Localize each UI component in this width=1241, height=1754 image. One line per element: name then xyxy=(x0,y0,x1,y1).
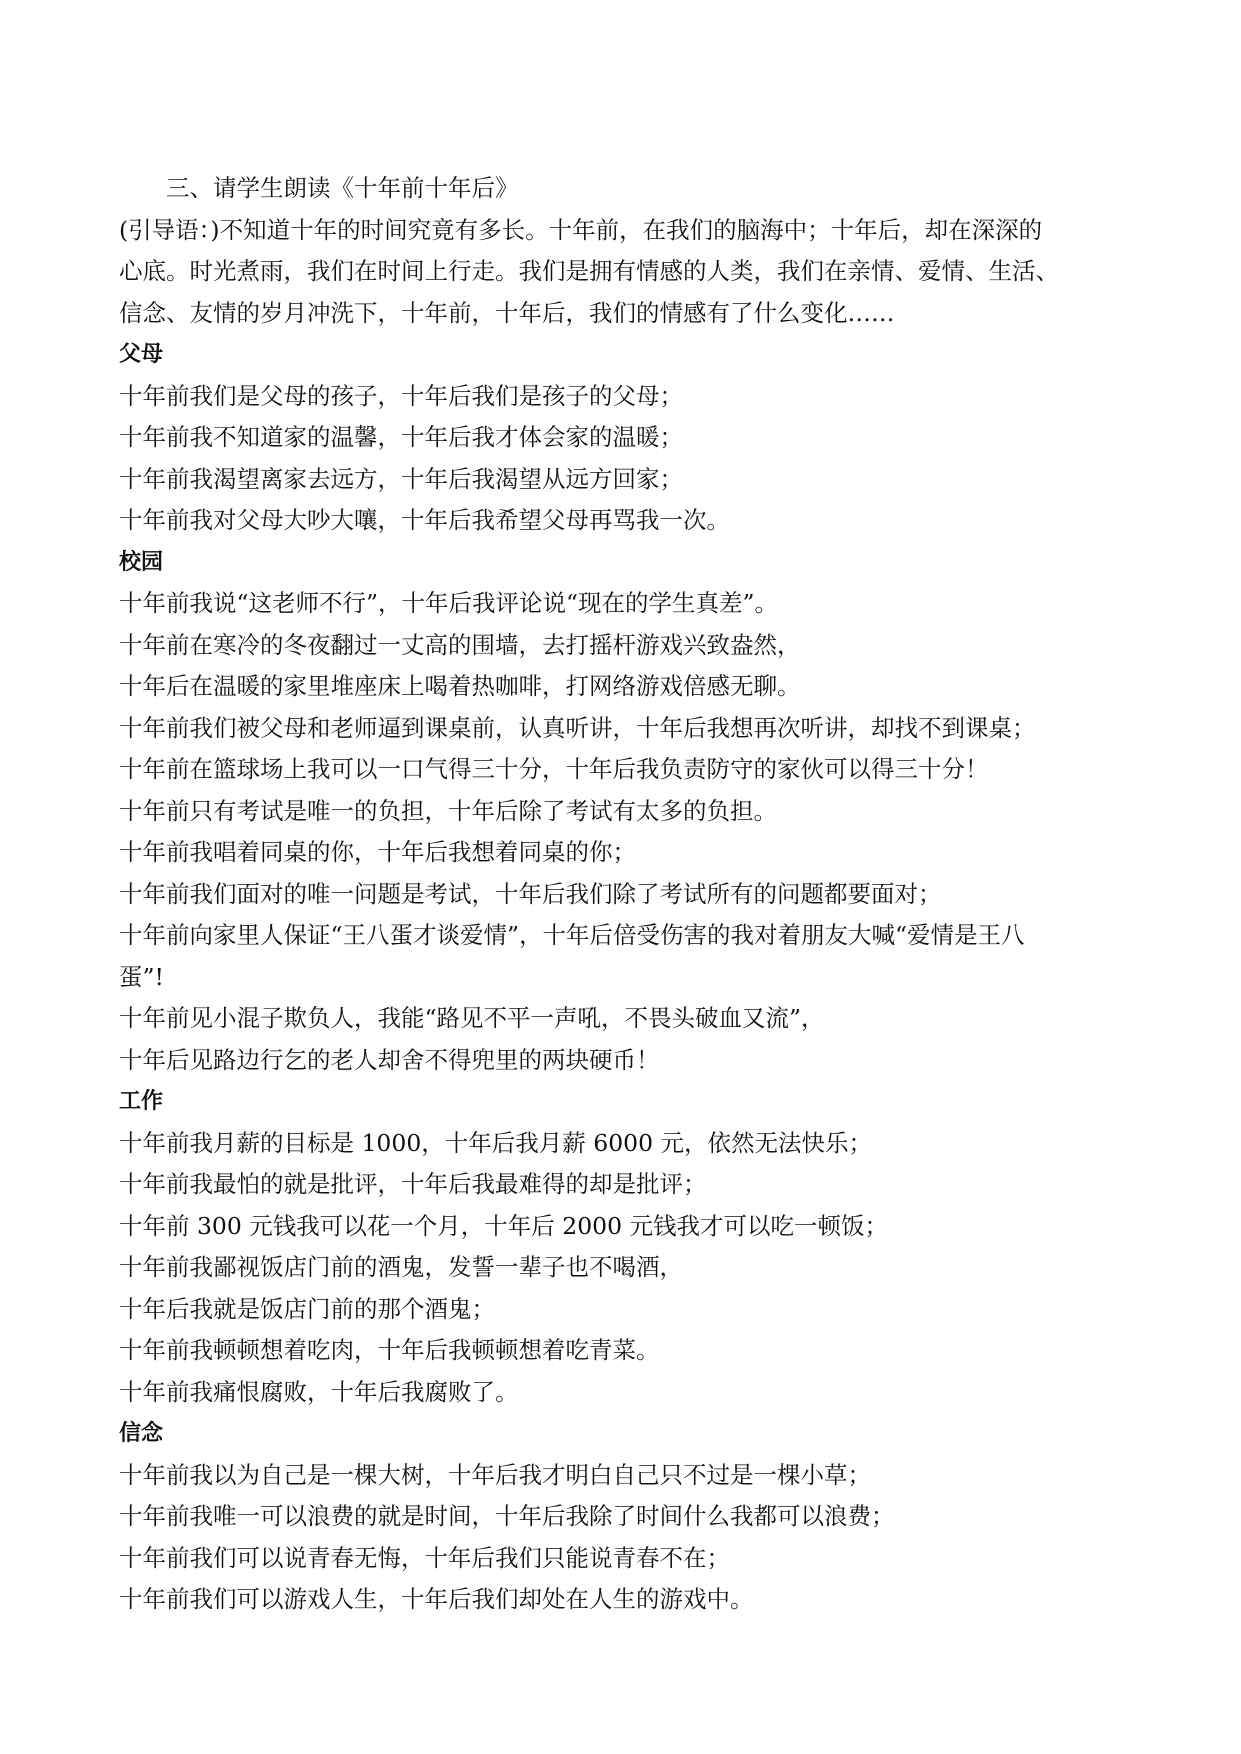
intro-line: (引导语：)不知道十年的时间究竟有多长。十年前，在我们的脑海中；十年后，却在深深的 xyxy=(119,215,1043,244)
text-line: 十年前我们是父母的孩子，十年后我们是孩子的父母； xyxy=(119,381,683,410)
text-line: 十年前在寒冷的冬夜翻过一丈高的围墙，去打摇杆游戏兴致盎然， xyxy=(119,630,801,659)
document-body xyxy=(119,168,1129,1621)
intro-line: 信念、友情的岁月冲洗下，十年前，十年后，我们的情感有了什么变化…… xyxy=(119,298,895,327)
section-parents xyxy=(119,334,1129,542)
text-line: 十年前我渴望离家去远方，十年后我渴望从远方回家； xyxy=(119,464,683,493)
intro-paragraph xyxy=(119,210,1129,335)
text-line: 十年前我痛恨腐败，十年后我腐败了。 xyxy=(119,1377,519,1406)
text-line: 十年后见路边行乞的老人却舍不得兜里的两块硬币！ xyxy=(119,1045,660,1074)
text-line: 十年前我们可以游戏人生，十年后我们却处在人生的游戏中。 xyxy=(119,1585,754,1613)
intro-line: 心底。时光煮雨，我们在时间上行走。我们是拥有情感的人类，我们在亲情、爱情、生活、 xyxy=(119,257,1059,285)
text-line: 十年前我唱着同桌的你，十年后我想着同桌的你； xyxy=(119,838,636,866)
section-campus xyxy=(119,542,1129,1082)
section-heading: 工作 xyxy=(119,1089,164,1114)
text-line: 十年后我就是饭店门前的那个酒鬼； xyxy=(119,1294,495,1323)
text-line: 十年前我最怕的就是批评，十年后我最难得的却是批评； xyxy=(119,1170,707,1198)
section-heading: 信念 xyxy=(119,1421,164,1446)
text-line: 十年前我月薪的目标是 1000，十年后我月薪 6000 元，依然无法快乐； xyxy=(119,1128,873,1157)
text-line: 蛋”! xyxy=(119,962,164,991)
text-line: 十年前我说“这老师不行”，十年后我评论说“现在的学生真差”。 xyxy=(119,589,779,617)
section-belief xyxy=(119,1413,1129,1621)
text-line: 十年前我不知道家的温馨，十年后我才体会家的温暖； xyxy=(119,423,683,451)
text-line: 十年前我以为自己是一棵大树，十年后我才明白自己只不过是一棵小草； xyxy=(119,1460,871,1489)
text-line: 十年前我对父母大吵大嚷，十年后我希望父母再骂我一次。 xyxy=(119,506,730,534)
section-heading: 校园 xyxy=(119,549,164,575)
text-line: 十年前见小混子欺负人，我能“路见不平一声吼，不畏头破血又流”， xyxy=(119,1004,825,1032)
text-line: 十年前 300 元钱我可以花一个月，十年后 2000 元钱我才可以吃一顿饭； xyxy=(119,1211,889,1240)
document-title: 三、请学生朗读《十年前十年后》 xyxy=(166,174,519,202)
text-line: 十年前我们可以说青春无悔，十年后我们只能说青春不在； xyxy=(119,1543,730,1572)
text-line: 十年前只有考试是唯一的负担，十年后除了考试有太多的负担。 xyxy=(119,796,777,825)
text-line: 十年前在篮球场上我可以一口气得三十分，十年后我负责防守的家伙可以得三十分！ xyxy=(119,755,989,783)
text-line: 十年后在温暖的家里堆座床上喝着热咖啡，打网络游戏倍感无聊。 xyxy=(119,672,801,700)
text-line: 十年前我们被父母和老师逼到课桌前，认真听讲，十年后我想再次听讲，却找不到课桌； xyxy=(119,713,1036,742)
text-line: 十年前我们面对的唯一问题是考试，十年后我们除了考试所有的问题都要面对； xyxy=(119,879,942,908)
text-line: 十年前我鄙视饭店门前的酒鬼，发誓一辈子也不喝酒， xyxy=(119,1253,683,1281)
text-line: 十年前向家里人保证“王八蛋才谈爱情”，十年后倍受伤害的我对着朋友大喊“爱情是王八 xyxy=(119,921,1025,949)
text-line: 十年前我唯一可以浪费的就是时间，十年后我除了时间什么我都可以浪费； xyxy=(119,1502,895,1530)
section-heading: 父母 xyxy=(119,342,164,367)
section-work xyxy=(119,1081,1129,1413)
text-line: 十年前我顿顿想着吃肉，十年后我顿顿想着吃青菜。 xyxy=(119,1336,660,1364)
